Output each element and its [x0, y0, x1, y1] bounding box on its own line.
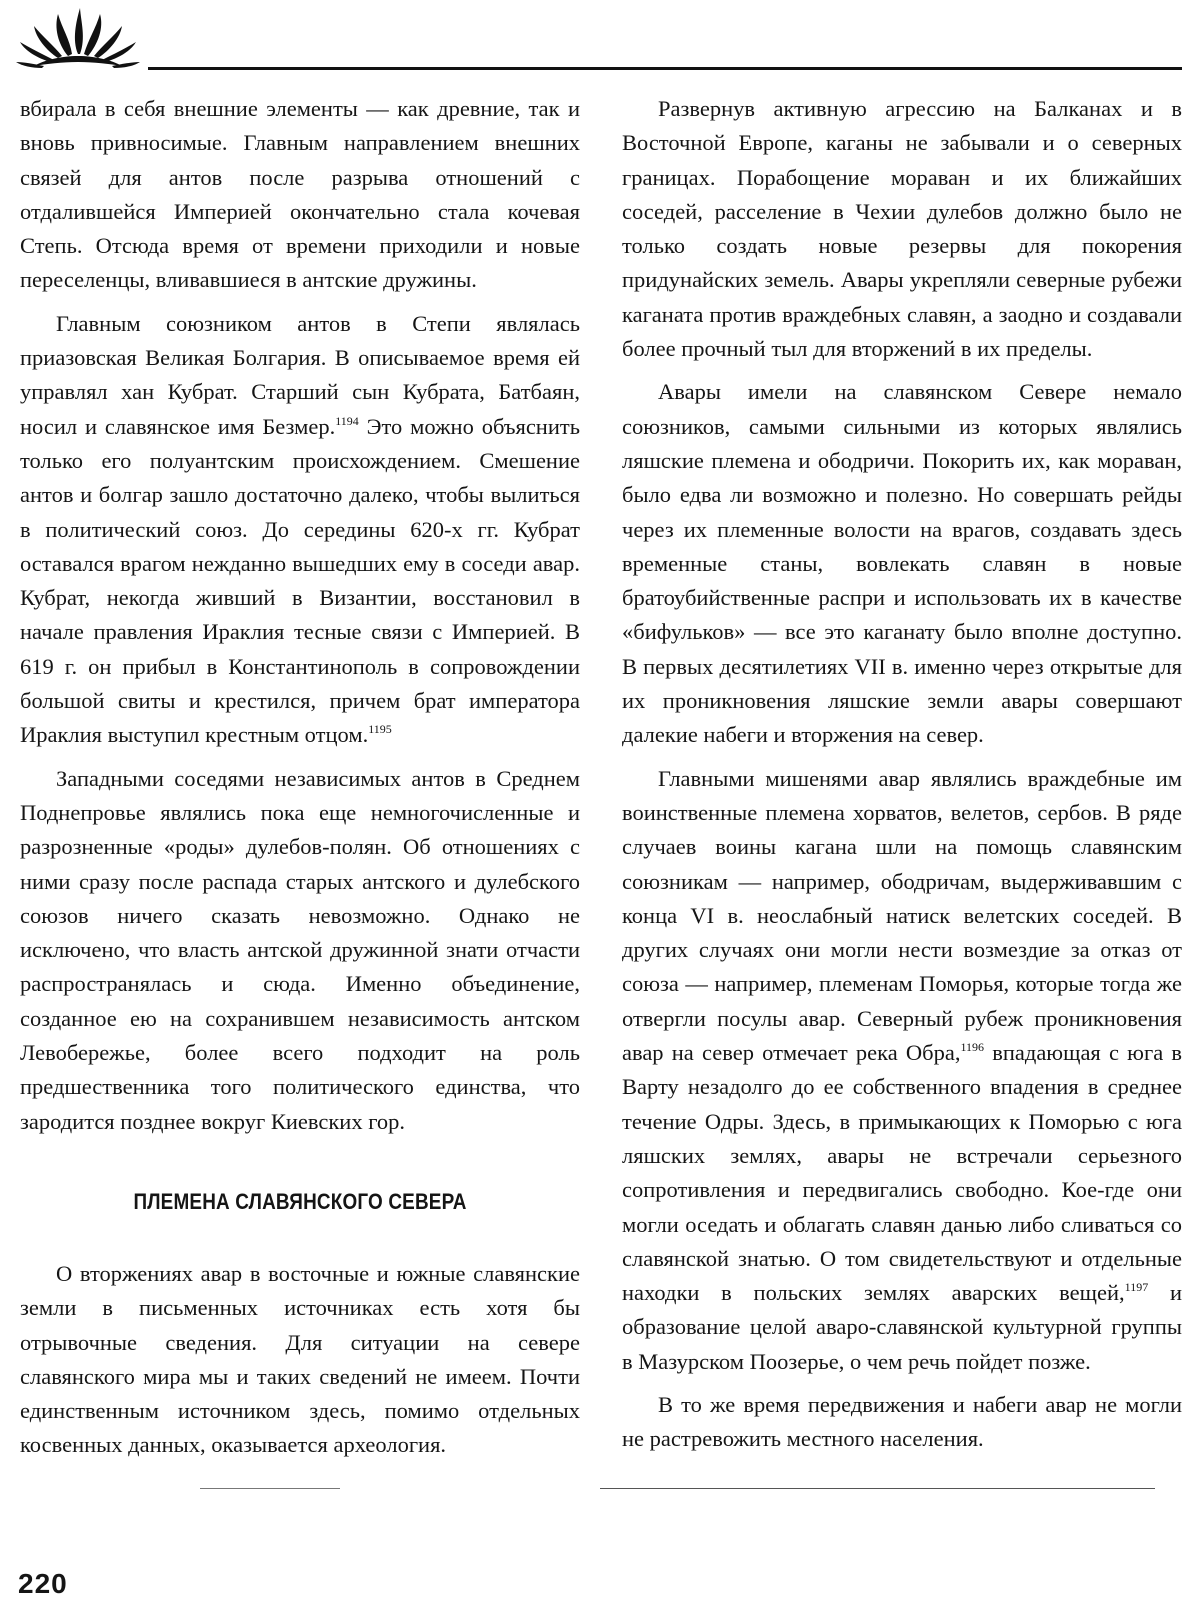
bottom-rule — [600, 1488, 1155, 1489]
left-column — [20, 92, 580, 1472]
page-header — [0, 0, 1200, 100]
paragraph-text: впадающая с юга в Варту незадолго до ее собственного впадения в среднее течение Одры. Здесь, в примыкающих к Поморью с юга ляшских землях, авары не встречали серьезного сопротивления и передвигались свободно. Кое-где они могли оседать и облагать славян данью либо сливаться со славянской знатью. О том свидетельствуют и отдельные находки в польских землях аварских вещей, — [622, 1040, 1182, 1306]
paragraph: В то же время передвижения и набеги авар не могли не растревожить местного населения. — [622, 1391, 1182, 1452]
paragraph: О вторжениях авар в восточные и южные славянские земли в письменных источниках есть хотя бы отрывочные сведения. Для ситуации на севере славянского мира мы и таких сведений не имеем. Почти единственным источником здесь, помимо отдельных косвенных данных, оказывается археология. — [20, 1260, 580, 1458]
paragraph — [20, 307, 580, 753]
bottom-rule — [200, 1488, 340, 1489]
paragraph: Авары имели на славянском Севере немало союзников, самыми сильными из которых являлись ляшские племена и ободричи. Покорить их, как мораван, было едва ли возможно и полезно. Но совершать рейды через их племенные волости на врагов, создавать здесь временные станы, вовлекать славян в новые братоубийственные распри и использовать их в качестве «бифульков» — все это каганату было вполне доступно. В первых десятилетиях VII в. именно через открытые для их проникновения ляшские земли авары совершают далекие набеги и вторжения на север. — [622, 379, 1182, 748]
paragraph-text: и образование целой аваро-славянской культурной группы в Мазурском Поозерье, о чем речь пойдет позже. — [622, 1280, 1182, 1374]
paragraph: Западными соседями независимых антов в Среднем Поднепровье являлись пока еще немногочисленные и разрозненные «роды» дулебов-полян. Об отношениях с ними сразу после распада старых антского и дулебского союзов ничего сказать невозможно. Однако не исключено, что власть антской дружинной знати отчасти распространялась и сюда. Именно объединение, созданное ею на сохранившем независимость антском Левобережье, более всего подходит на роль предшественника того политического единства, что зародится позднее вокруг Киевских гор. — [20, 765, 580, 1134]
sun-rays-ornament-icon — [14, 2, 142, 77]
footnote-ref: 1196 — [960, 1040, 985, 1055]
footnote-ref: 1197 — [1124, 1280, 1149, 1295]
header-rule — [148, 67, 1182, 70]
paragraph-text: Это можно объяснить только его полуантским происхождением. Смешение антов и болгар зашло достаточно далеко, чтобы вылиться в политический союз. До середины 620-х гг. Кубрат оставался врагом нежданно вышедших ему в соседи авар. Кубрат, некогда живший в Византии, восстановил в начале правления Ираклия тесные связи с Империей. В 619 г. он прибыл в Константинополь в сопровождении большой свиты и крестился, причем брат императора Ираклия выступил крестным отцом. — [20, 413, 580, 748]
right-column — [622, 92, 1182, 1466]
paragraph: Развернув активную агрессию на Балканах и в Восточной Европе, каганы не забывали и о северных границах. Порабощение мораван и их ближайших соседей, расселение в Чехии дулебов должно было не только создать новые резервы для покорения придунайских земель. Авары укрепляли северные рубежи каганата против враждебных славян, а заодно и создавали более прочный тыл для вторжений в их пределы. — [622, 96, 1182, 362]
section-heading: ПЛЕМЕНА СЛАВЯНСКОГО СЕВЕРА — [133, 1188, 467, 1214]
footnote-ref: 1195 — [368, 722, 392, 737]
page-number: 220 — [18, 1568, 68, 1599]
paragraph — [622, 762, 1182, 1379]
footnote-ref: 1194 — [335, 413, 359, 428]
paragraph-text: Главным союзником антов в Степи являлась приазовская Великая Болгария. В описываемое время ей управлял хан Кубрат. Старший сын Кубрата, Батбаян, носил и славянское имя Безмер. — [20, 310, 580, 439]
paragraph: вбирала в себя внешние элементы — как древние, так и вновь привносимые. Главным направлением внешних связей для антов после разрыва отношений с отдалившейся Империей окончательно стала кочевая Степь. Отсюда время от времени приходили и новые переселенцы, вливавшиеся в антские дружины. — [20, 96, 580, 293]
paragraph-text: Главными мишенями авар являлись враждебные им воинственные племена хорватов, велетов, сербов. В ряде случаев воины кагана шли на помощь славянским союзникам — например, ободричам, выдерживавшим с конца VI в. неослабный натиск велетских соседей. В других случаях они могли нести возмездие за отказ от союза — например, племенам Поморья, которые тогда же отвергли посулы авар. Северный рубеж проникновения авар на север отмечает река Обра, — [622, 765, 1182, 1066]
